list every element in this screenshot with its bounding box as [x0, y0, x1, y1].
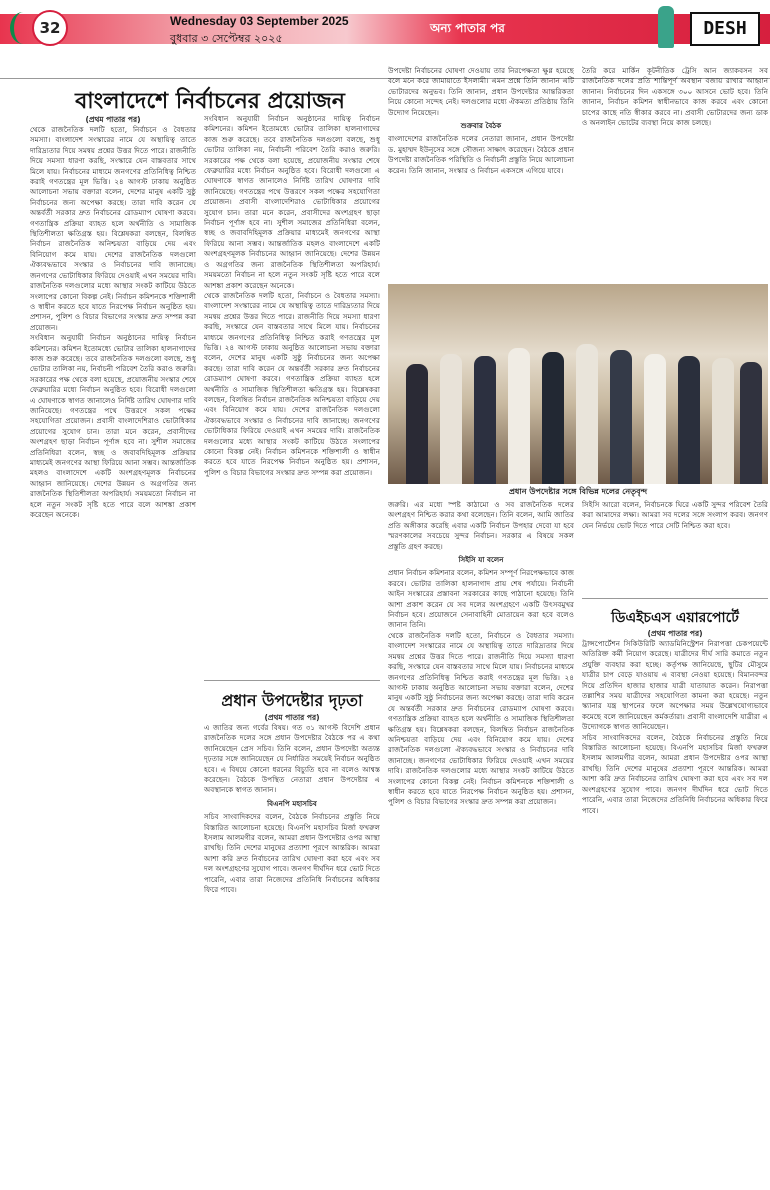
photo-caption: প্রধান উপদেষ্টার সঙ্গে বিভিন্ন দলের নেতৃবৃন্দ — [508, 487, 648, 496]
date-bangla: বুধবার ৩ সেপ্টেম্বর ২০২৫ — [170, 32, 283, 45]
date-english: Wednesday 03 September 2025 — [170, 14, 349, 28]
article3-column-1 — [388, 66, 574, 282]
article2-headline: প্রধান উপদেষ্টার দৃঢ়তা — [221, 691, 363, 710]
article3-column-3 — [388, 500, 574, 1184]
article3-body-right: তৈরি করে মার্কিন কূটনীতিক ট্রেসি আন জ্যাকবসন সব রাজনৈতিক দলের প্রতি শান্তিপূর্ণ অবস্থান বজায় রাখার আহ্বান জানান। নির্বাচনের দিন একসঙ্গে ৩০০ আসনে ভোট হবে। তিনি জানান, নির্বাচন কমিশন স্বাধীনভাবে কাজ করবে এবং কোনো চাপের কাছে নতি স্বীকার করবে না। প্রবাসী ভোটারদের জন্য ডাক ও অনলাইন ভোটের ব্যবস্থা নিয়ে কাজ চলছে। — [582, 66, 768, 128]
page-number: 32 — [32, 10, 68, 46]
article1-body-cont: সংবিধান অনুযায়ী নির্বাচন অনুষ্ঠানের দায়িত্ব নির্বাচন কমিশনের। কমিশন ইতোমধ্যে ভোটার তালিকা হালনাগাদের কাজ শুরু করেছে। তবে রাজনৈতিক দলগুলো বলছে, শুধু ভোটার তালিকা নয়, নির্বাচনী পরিবেশ তৈরি করাও জরুরি। সরকারের পক্ষ থেকে বলা হয়েছে, প্রয়োজনীয় সংস্কার শেষে ফেব্রুয়ারির মধ্যে নির্বাচন অনুষ্ঠিত হবে। বিরোধী দলগুলো এ ঘোষণাকে স্বাগত জানালেও নির্দিষ্ট তারিখ ঘোষণার দাবি জানিয়েছে। গণতন্ত্রের পথে উত্তরণে সকল পক্ষের সহযোগিতা প্রয়োজন। প্রবাসী বাংলাদেশিরাও ভোটাধিকার প্রয়োগের সুযোগ চান। তারা মনে করেন, প্রবাসীদের অংশগ্রহণ ছাড়া নির্বাচন পূর্ণাঙ্গ হবে না। সুশীল সমাজের প্রতিনিধিরা বলেন, স্বচ্ছ ও জবাবদিহিমূলক প্রক্রিয়ার মাধ্যমেই জনগণের আস্থা ফিরিয়ে আনা সম্ভব। আন্তর্জাতিক মহলও বাংলাদেশে একটি অংশগ্রহণমূলক নির্বাচনের আহ্বান জানিয়েছে। দেশের উন্নয়ন ও অগ্রগতির জন্য রাজনৈতিক স্থিতিশীলতা অপরিহার্য। সময়মতো নির্বাচন না হলে নতুন সংকট সৃষ্টি হতে পারে বলে আশঙ্কা প্রকাশ করেছেন অনেকে। — [30, 333, 196, 520]
article1-body2-cont: থেকে রাজনৈতিক দলটি হতো, নির্বাচনে ও বৈধতার সমস্যা। বাংলাদেশ সংস্কারের নামে যে অস্থায়িত্ব তাতে দারিদ্র্যতার দিয়ে সমন্বয় প্রশ্নের উত্তর দিতে পারে। রাজনীতি দিয়ে সমস্যা ধারণা করছি, সংস্কারে যেন বাস্তবতার সাথে মিলে যায়। নির্বাচনের মাধ্যমে জনগণের প্রতিনিধিত্ব নিশ্চিত করাই গণতন্ত্রের মূল ভিত্তি। ২৪ আগস্ট ঢাকায় অনুষ্ঠিত আলোচনা সভায় বক্তারা বলেন, দেশের মানুষ একটি সুষ্ঠু নির্বাচনের জন্য অপেক্ষা করছে। তারা দাবি করেন যে অন্তর্বর্তী সরকার দ্রুত নির্বাচনের রোডম্যাপ ঘোষণা করবে। গণতান্ত্রিক প্রক্রিয়া ব্যাহত হলে অর্থনীতি ও সামাজিক স্থিতিশীলতা ক্ষতিগ্রস্ত হয়। বিশ্লেষকরা বলছেন, বিলম্বিত নির্বাচন রাজনৈতিক অনিশ্চয়তা বাড়িয়ে দেয় এবং বিনিয়োগ কমে যায়। দেশের রাজনৈতিক দলগুলো ঐক্যবদ্ধভাবে সংস্কার ও নির্বাচনের দাবি জানাচ্ছে। জনগণের ভোটাধিকার ফিরিয়ে দেওয়াই এখন সময়ের দাবি। রাজনৈতিক দলগুলোর মধ্যে আস্থার সংকট কাটিয়ে উঠতে সংলাপের কোনো বিকল্প নেই। নির্বাচন কমিশনকে শক্তিশালী ও স্বাধীন করতে হবে যাতে নিরপেক্ষ নির্বাচন অনুষ্ঠিত হয়। প্রশাসন, পুলিশ ও বিচার বিভাগের সংস্কার দ্রুত সম্পন্ন করা প্রয়োজন। — [204, 290, 380, 477]
article3-column-2 — [582, 66, 768, 282]
article2-byline: (প্রথম পাতার পর) — [264, 713, 320, 722]
article2-body: এ জাতির জন্য গর্বের বিষয়। গত ৩১ আগস্ট বিদেশি প্রধান রাজনৈতিক দলের সঙ্গে প্রধান উপদেষ্টার বৈঠকে পর এ কথা জানিয়েছেন প্রেস সচিব। তিনি বলেন, প্রধান উপদেষ্টা অত্যন্ত দৃঢ়তার সঙ্গে জানিয়েছেন যে নির্ধারিত সময়েই নির্বাচন অনুষ্ঠিত হবে। এ বিষয়ে কোনো ধরনের বিচ্যুতি হবে না বলেও আশ্বস্ত করেছেন। বৈঠকে উপস্থিত নেতারা প্রধান উপদেষ্টার এ অবস্থানকে স্বাগত জানান। — [204, 723, 380, 795]
group-photo — [388, 284, 768, 484]
section-title: অন্য পাতার পর — [430, 21, 505, 35]
article4-column — [582, 628, 768, 1184]
article1-column-2 — [204, 114, 380, 674]
article4-headline: ডিএইচএস এয়ারপোর্টে — [611, 610, 739, 626]
article3-column-4 — [582, 500, 768, 592]
header-gradient-bar — [0, 14, 770, 44]
article1-column-1 — [30, 114, 196, 1184]
article4-body-cont: সচিব সাংবাদিকদের বলেন, বৈঠকে নির্বাচনের প্রস্তুতি নিয়ে বিস্তারিত আলোচনা হয়েছে। বিএনপি মহাসচিব মির্জা ফখরুল ইসলাম আলমগীর বলেন, আমরা প্রধান উপদেষ্টার ওপর আস্থা রাখছি। তিনি দেশের মানুষের প্রত্যাশা পূরণে আন্তরিক। আমরা আশা করি দ্রুত নির্বাচনের তারিখ ঘোষণা করা হবে এবং সব দল অংশগ্রহণের সুযোগ পাবে। জনগণ দীর্ঘদিন ধরে ভোট দিতে পারেনি, এবার তারা নিজেদের প্রতিনিধি নির্বাচনের অধিকার ফিরে পাবে। — [582, 732, 768, 815]
article3-body-low2: প্রধান নির্বাচন কমিশনার বলেন, কমিশন সম্পূর্ণ নিরপেক্ষভাবে কাজ করবে। ভোটার তালিকা হালনাগাদ প্রায় শেষ পর্যায়ে। নির্বাচনী আইন সংস্কারের প্রস্তাবনা সরকারের কাছে পাঠানো হয়েছে। তিনি আশা প্রকাশ করেন যে সব দলের অংশগ্রহণে একটি উৎসবমুখর নির্বাচন হবে। প্রয়োজনে সেনাবাহিনী মোতায়েন করা হবে বলেও জানান তিনি। — [388, 568, 574, 630]
article4-byline: (প্রথম পাতার পর) — [647, 629, 703, 638]
article3-body-low: জরুরি। এর মধ্যে স্পষ্ট কাঠামো ও সব রাজনৈতিক দলের অংশগ্রহণ নিশ্চিত করার কথা বলেছেন। তিনি বলেন, আমি জাতির প্রতি অঙ্গীকার করেছি এবার একটি নির্বাচন উপহার দেবো যা হবে স্মরণকালের সবচেয়ে সুন্দর নির্বাচন। সরকার এ বিষয়ে সকল প্রস্তুতি গ্রহণ করছে। — [388, 500, 574, 551]
article3-body-top: উপদেষ্টা নির্বাচনের ঘোষণা দেওয়ায় তার নিরপেক্ষতা ক্ষুণ্ণ হয়েছে বলে মনে করে জামায়াতে ইসলামী। এমন প্রশ্নে তিনি জানান এটি ভোটারদের অনুভব। তিনি জানান, প্রধান উপদেষ্টার আন্তরিকতা নিয়ে কোনো সন্দেহ নেই। দলগুলোর মধ্যে ঐকমত্য প্রতিষ্ঠায় তিনি উদ্যোগ নিয়েছেন। — [388, 66, 574, 117]
newspaper-logo: DESH — [690, 12, 760, 46]
article3-subhead: শুক্রবার বৈঠক — [460, 121, 502, 131]
article2-rule — [204, 680, 380, 681]
article1-body: থেকে রাজনৈতিক দলটি হতো, নির্বাচনে ও বৈধতার সমস্যা। বাংলাদেশ সংস্কারের নামে যে অস্থায়িত্ব তাতে দারিদ্র্যতার দিয়ে সমন্বয় প্রশ্নের উত্তর দিতে পারে। রাজনীতি দিয়ে সমস্যা ধারণা করছি, সংস্কারে যেন বাস্তবতার সাথে মিলে যায়। নির্বাচনের মাধ্যমে জনগণের প্রতিনিধিত্ব নিশ্চিত করাই গণতন্ত্রের মূল ভিত্তি। ২৪ আগস্ট ঢাকায় অনুষ্ঠিত আলোচনা সভায় বক্তারা বলেন, দেশের মানুষ একটি সুষ্ঠু নির্বাচনের জন্য অপেক্ষা করছে। তারা দাবি করেন যে অন্তর্বর্তী সরকার দ্রুত নির্বাচনের রোডম্যাপ ঘোষণা করবে। গণতান্ত্রিক প্রক্রিয়া ব্যাহত হলে অর্থনীতি ও সামাজিক স্থিতিশীলতা ক্ষতিগ্রস্ত হয়। বিশ্লেষকরা বলছেন, বিলম্বিত নির্বাচন রাজনৈতিক অনিশ্চয়তা বাড়িয়ে দেয় এবং বিনিয়োগ কমে যায়। দেশের রাজনৈতিক দলগুলো ঐক্যবদ্ধভাবে সংস্কার ও নির্বাচনের দাবি জানাচ্ছে। জনগণের ভোটাধিকার ফিরিয়ে দেওয়াই এখন সময়ের দাবি। রাজনৈতিক দলগুলোর মধ্যে আস্থার সংকট কাটিয়ে উঠতে সংলাপের কোনো বিকল্প নেই। নির্বাচন কমিশনকে শক্তিশালী ও স্বাধীন করতে হবে যাতে নিরপেক্ষ নির্বাচন অনুষ্ঠিত হয়। প্রশাসন, পুলিশ ও বিচার বিভাগের সংস্কার দ্রুত সম্পন্ন করা প্রয়োজন। — [30, 125, 196, 332]
article3-subhead2: সিইসি যা বলেন — [458, 555, 504, 565]
statue-of-liberty-icon — [658, 6, 674, 48]
article1-headline: বাংলাদেশে নির্বাচনের প্রয়োজন — [75, 89, 345, 114]
article1-byline: (প্রথম পাতার পর) — [85, 115, 141, 124]
article3-body-low3: সিইসি আরো বলেন, নির্বাচনকে ঘিরে একটি সুন্দর পরিবেশ তৈরি করা আমাদের লক্ষ্য। আমরা সব দলের সঙ্গে সংলাপ করব। জনগণ যেন নির্ভয়ে ভোট দিতে পারে সেটি নিশ্চিত করা হবে। — [582, 500, 768, 530]
article3-body-mid: বাংলাদেশের রাজনৈতিক দলের নেতারা জানান, প্রধান উপদেষ্টা ড. মুহাম্মদ ইউনূসের সঙ্গে সৌজন্য সাক্ষাৎ করেছেন। বৈঠকে প্রধান উপদেষ্টা রাজনৈতিক পরিস্থিতি ও নির্বাচনী প্রস্তুতি নিয়ে আলোচনা করেন। তিনি জানান, সংস্কার ও নির্বাচন একসঙ্গে এগিয়ে যাবে। — [388, 134, 574, 175]
article1-body2: সংবিধান অনুযায়ী নির্বাচন অনুষ্ঠানের দায়িত্ব নির্বাচন কমিশনের। কমিশন ইতোমধ্যে ভোটার তালিকা হালনাগাদের কাজ শুরু করেছে। তবে রাজনৈতিক দলগুলো বলছে, শুধু ভোটার তালিকা নয়, নির্বাচনী পরিবেশ তৈরি করাও জরুরি। সরকারের পক্ষ থেকে বলা হয়েছে, প্রয়োজনীয় সংস্কার শেষে ফেব্রুয়ারির মধ্যে নির্বাচন অনুষ্ঠিত হবে। বিরোধী দলগুলো এ ঘোষণাকে স্বাগত জানালেও নির্দিষ্ট তারিখ ঘোষণার দাবি জানিয়েছে। গণতন্ত্রের পথে উত্তরণে সকল পক্ষের সহযোগিতা প্রয়োজন। প্রবাসী বাংলাদেশিরাও ভোটাধিকার প্রয়োগের সুযোগ চান। তারা মনে করেন, প্রবাসীদের অংশগ্রহণ ছাড়া নির্বাচন পূর্ণাঙ্গ হবে না। সুশীল সমাজের প্রতিনিধিরা বলেন, স্বচ্ছ ও জবাবদিহিমূলক প্রক্রিয়ার মাধ্যমেই জনগণের আস্থা ফিরিয়ে আনা সম্ভব। আন্তর্জাতিক মহলও বাংলাদেশে একটি অংশগ্রহণমূলক নির্বাচনের আহ্বান জানিয়েছে। দেশের উন্নয়ন ও অগ্রগতির জন্য রাজনৈতিক স্থিতিশীলতা অপরিহার্য। সময়মতো নির্বাচন না হলে নতুন সংকট সৃষ্টি হতে পারে বলে আশঙ্কা প্রকাশ করেছেন অনেকে। — [204, 114, 380, 290]
article2-column — [204, 712, 380, 1184]
article4-rule — [582, 598, 768, 599]
article2-body2: সচিব সাংবাদিকদের বলেন, বৈঠকে নির্বাচনের প্রস্তুতি নিয়ে বিস্তারিত আলোচনা হয়েছে। বিএনপি মহাসচিব মির্জা ফখরুল ইসলাম আলমগীর বলেন, আমরা প্রধান উপদেষ্টার ওপর আস্থা রাখছি। তিনি দেশের মানুষের প্রত্যাশা পূরণে আন্তরিক। আমরা আশা করি দ্রুত নির্বাচনের তারিখ ঘোষণা করা হবে এবং সব দল অংশগ্রহণের সুযোগ পাবে। জনগণ দীর্ঘদিন ধরে ভোট দিতে পারেনি, এবার তারা নিজেদের প্রতিনিধি নির্বাচনের অধিকার ফিরে পাবে। — [204, 812, 380, 895]
page-header — [0, 0, 770, 62]
article4-body: ট্রান্সপোর্টেশন সিকিউরিটি অ্যাডমিনিস্ট্রেশন নিরাপত্তা চেকপয়েন্টে অতিরিক্ত কর্মী নিয়োগ করেছে। যাত্রীদের দীর্ঘ সারি কমাতে নতুন প্রযুক্তি ব্যবহার করা হচ্ছে। কর্তৃপক্ষ জানিয়েছে, ছুটির মৌসুমে যাত্রীর চাপ বেড়ে যাওয়ায় এ ব্যবস্থা নেওয়া হয়েছে। বিমানবন্দর দিয়ে প্রতিদিন হাজার হাজার যাত্রী যাতায়াত করেন। নিরাপত্তা তল্লাশির সময় যাত্রীদের সহযোগিতা কামনা করা হয়েছে। নতুন স্ক্যানার যন্ত্র স্থাপনের ফলে অপেক্ষার সময় উল্লেখযোগ্যভাবে কমেছে বলে জানিয়েছেন কর্মকর্তারা। প্রবাসী বাংলাদেশি যাত্রীরা এ উদ্যোগকে স্বাগত জানিয়েছেন। — [582, 639, 768, 732]
article3-body-low2-cont: থেকে রাজনৈতিক দলটি হতো, নির্বাচনে ও বৈধতার সমস্যা। বাংলাদেশ সংস্কারের নামে যে অস্থায়িত্ব তাতে দারিদ্র্যতার দিয়ে সমন্বয় প্রশ্নের উত্তর দিতে পারে। রাজনীতি দিয়ে সমস্যা ধারণা করছি, সংস্কারে যেন বাস্তবতার সাথে মিলে যায়। নির্বাচনের মাধ্যমে জনগণের প্রতিনিধিত্ব নিশ্চিত করাই গণতন্ত্রের মূল ভিত্তি। ২৪ আগস্ট ঢাকায় অনুষ্ঠিত আলোচনা সভায় বক্তারা বলেন, দেশের মানুষ একটি সুষ্ঠু নির্বাচনের জন্য অপেক্ষা করছে। তারা দাবি করেন যে অন্তর্বর্তী সরকার দ্রুত নির্বাচনের রোডম্যাপ ঘোষণা করবে। গণতান্ত্রিক প্রক্রিয়া ব্যাহত হলে অর্থনীতি ও সামাজিক স্থিতিশীলতা ক্ষতিগ্রস্ত হয়। বিশ্লেষকরা বলছেন, বিলম্বিত নির্বাচন রাজনৈতিক অনিশ্চয়তা বাড়িয়ে দেয় এবং বিনিয়োগ কমে যায়। দেশের রাজনৈতিক দলগুলো ঐক্যবদ্ধভাবে সংস্কার ও নির্বাচনের দাবি জানাচ্ছে। জনগণের ভোটাধিকার ফিরিয়ে দেওয়াই এখন সময়ের দাবি। রাজনৈতিক দলগুলোর মধ্যে আস্থার সংকট কাটিয়ে উঠতে সংলাপের কোনো বিকল্প নেই। নির্বাচন কমিশনকে শক্তিশালী ও স্বাধীন করতে হবে যাতে নিরপেক্ষ নির্বাচন অনুষ্ঠিত হয়। প্রশাসন, পুলিশ ও বিচার বিভাগের সংস্কার দ্রুত সম্পন্ন করা প্রয়োজন। — [388, 630, 574, 807]
article2-subhead: বিএনপি মহাসচিব — [267, 798, 317, 808]
